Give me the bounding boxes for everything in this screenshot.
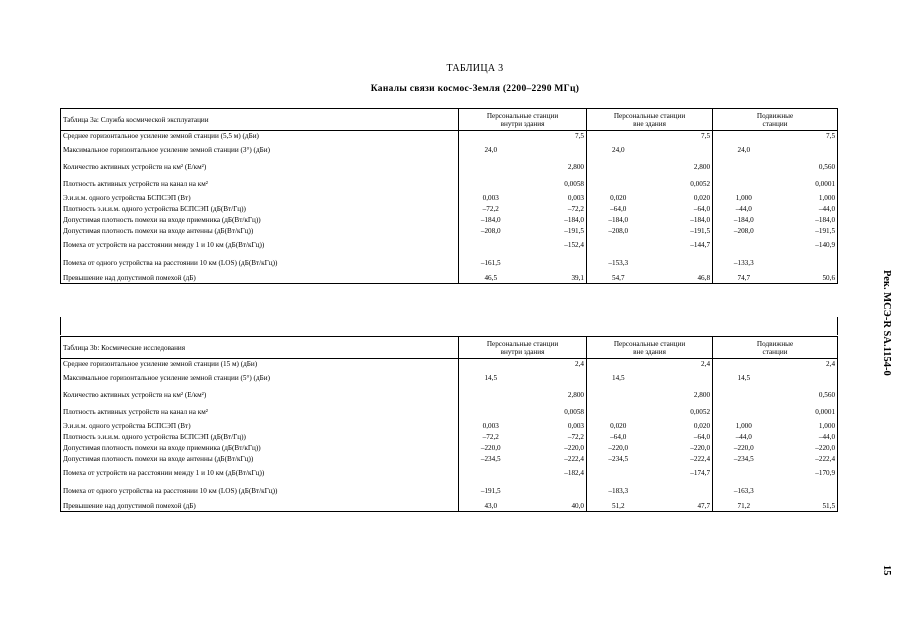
column-group-line: станции <box>762 347 788 356</box>
table-cell: 24,0 <box>737 146 751 154</box>
table-row <box>61 193 838 204</box>
table-cell <box>713 387 775 404</box>
table-cell: 47,7 <box>650 501 713 512</box>
table-cell: –184,0 <box>608 216 629 224</box>
table-cell: 74,7 <box>713 273 775 284</box>
table-title-cell: Таблица 3b: Космические исследования <box>61 337 459 359</box>
table-cell: 46,5 <box>459 273 523 284</box>
table-cell: –208,0 <box>608 227 629 235</box>
table-cell: –44,0 <box>735 433 752 441</box>
table-cell <box>775 254 838 273</box>
row-label: Допустимая плотность помехи на входе приемника (дБ(Вт/кГц)) <box>61 215 459 226</box>
table-cell: 0,003 <box>523 193 587 204</box>
table-cell: 14,5 <box>484 374 498 382</box>
table-row <box>61 482 838 501</box>
table-cell: –220,0 <box>733 444 754 452</box>
table-cell: 2,800 <box>523 387 587 404</box>
table-cell <box>523 254 587 273</box>
table-cell: –191,5 <box>480 487 501 495</box>
column-group-header <box>713 337 838 359</box>
table-cell <box>713 176 775 193</box>
table-cell: 0,003 <box>482 422 499 430</box>
table-cell: –72,2 <box>482 205 499 213</box>
table-cell: 2,800 <box>650 387 713 404</box>
table-cell <box>459 404 523 421</box>
table-cell: 0,003 <box>523 421 587 432</box>
table-cell: 40,0 <box>523 501 587 512</box>
table-cell: –208,0 <box>733 227 754 235</box>
table-row <box>61 176 838 193</box>
table-cell: –72,2 <box>482 433 499 441</box>
table-row <box>61 432 838 443</box>
table-row <box>61 142 838 159</box>
table-cell <box>713 237 775 254</box>
table-cell: 2,4 <box>775 359 838 370</box>
column-group-header <box>459 109 587 131</box>
table-cell <box>713 159 775 176</box>
table-cell: –44,0 <box>775 432 838 443</box>
row-label: Помеха от устройств на расстоянии между 1 и 10 км (дБ(Вт/кГц)) <box>61 465 459 482</box>
table-cell: 0,560 <box>775 387 838 404</box>
table-cell <box>523 142 587 159</box>
table-cell <box>523 482 587 501</box>
table-cell: 51,2 <box>587 501 650 512</box>
table-3a <box>60 108 838 284</box>
table-row <box>61 501 838 512</box>
table-cell: –44,0 <box>775 204 838 215</box>
table-gap <box>60 317 838 335</box>
table-header-row <box>61 109 838 131</box>
row-label: Помеха от одного устройства на расстоянии 10 км (LOS) (дБ(Вт/кГц)) <box>61 254 459 273</box>
row-label: Допустимая плотность помехи на входе антенны (дБ(Вт/кГц)) <box>61 226 459 237</box>
table-cell: –191,5 <box>650 226 713 237</box>
row-label: Э.и.и.м. одного устройства БСПСЭП (Вт) <box>61 421 459 432</box>
table-cell: 0,020 <box>650 421 713 432</box>
table-cell: 50,6 <box>775 273 838 284</box>
table-cell: –153,3 <box>608 259 629 267</box>
table-cell: –182,4 <box>523 465 587 482</box>
table-row <box>61 204 838 215</box>
table-cell: –220,0 <box>480 444 501 452</box>
table-row <box>61 421 838 432</box>
table-cell: –64,0 <box>610 433 627 441</box>
table-row <box>61 131 838 142</box>
table-cell: –161,5 <box>480 259 501 267</box>
table-cell <box>459 237 523 254</box>
table-cell <box>713 359 775 370</box>
column-group-line: Персональные станции <box>486 339 559 348</box>
table-cell <box>650 254 713 273</box>
table-header-row <box>61 337 838 359</box>
table-cell: –191,5 <box>523 226 587 237</box>
column-group-line: станции <box>762 119 788 128</box>
table-caption: ТАБЛИЦА 3 <box>446 63 504 74</box>
table-cell <box>587 465 650 482</box>
table-cell: –72,2 <box>523 432 587 443</box>
table-cell: –184,0 <box>733 216 754 224</box>
row-label: Помеха от одного устройства на расстоянии 10 км (LOS) (дБ(Вт/кГц)) <box>61 482 459 501</box>
row-label: Среднее горизонтальное усиление земной станции (15 м) (дБи) <box>61 359 459 370</box>
table-row <box>61 370 838 387</box>
table-row <box>61 237 838 254</box>
table-cell: 7,5 <box>775 131 838 142</box>
table-cell: –140,9 <box>775 237 838 254</box>
table-cell <box>459 359 523 370</box>
table-cell: –44,0 <box>735 205 752 213</box>
table-cell: 0,020 <box>650 193 713 204</box>
table-cell: 54,7 <box>587 273 650 284</box>
table-cell: 0,0001 <box>775 176 838 193</box>
table-row <box>61 273 838 284</box>
column-group-line: Подвижные <box>756 339 794 348</box>
table-cell: 2,800 <box>523 159 587 176</box>
table-cell: –174,7 <box>650 465 713 482</box>
row-label: Плотность э.и.и.м. одного устройства БСПСЭП (дБ(Вт/Гц)) <box>61 204 459 215</box>
row-label: Количество активных устройств на км² (Е/км²) <box>61 159 459 176</box>
table-cell: –184,0 <box>775 215 838 226</box>
column-group-line: Персональные станции <box>613 339 686 348</box>
page-number: 15 <box>881 565 892 576</box>
column-group-line: Подвижные <box>756 111 794 120</box>
table-cell: –191,5 <box>775 226 838 237</box>
row-label: Допустимая плотность помехи на входе антенны (дБ(Вт/кГц)) <box>61 454 459 465</box>
table-cell: 43,0 <box>459 501 523 512</box>
table-cell <box>775 482 838 501</box>
table-cell <box>713 131 775 142</box>
table-cell: 0,020 <box>610 194 627 202</box>
table-cell: –183,3 <box>608 487 629 495</box>
row-label: Максимальное горизонтальное усиление земной станции (3°) (дБи) <box>61 142 459 159</box>
row-label: Помеха от устройств на расстоянии между 1 и 10 км (дБ(Вт/кГц)) <box>61 237 459 254</box>
column-group-line: внутри здания <box>500 119 545 128</box>
table-cell <box>523 370 587 387</box>
table-3b <box>60 336 838 512</box>
table-cell: 2,4 <box>650 359 713 370</box>
table-cell: 1,000 <box>735 422 752 430</box>
table-cell: –170,9 <box>775 465 838 482</box>
table-cell: –133,3 <box>733 259 754 267</box>
column-group-line: Персональные станции <box>486 111 559 120</box>
table-cell <box>713 404 775 421</box>
row-label: Среднее горизонтальное усиление земной станции (5,5 м) (дБи) <box>61 131 459 142</box>
table-cell <box>587 359 650 370</box>
table-row <box>61 159 838 176</box>
table-cell: 0,003 <box>482 194 499 202</box>
table-cell <box>587 404 650 421</box>
table-cell: –220,0 <box>650 443 713 454</box>
table-cell: –234,5 <box>733 455 754 463</box>
table-cell: –72,2 <box>523 204 587 215</box>
row-label: Плотность э.и.и.м. одного устройства БСПСЭП (дБ(Вт/Гц)) <box>61 432 459 443</box>
table-cell: 0,0058 <box>523 404 587 421</box>
row-label: Э.и.и.м. одного устройства БСПСЭП (Вт) <box>61 193 459 204</box>
table-cell: –220,0 <box>608 444 629 452</box>
table-cell: 1,000 <box>775 421 838 432</box>
table-cell: 71,2 <box>713 501 775 512</box>
table-cell: 0,020 <box>610 422 627 430</box>
table-cell: –222,4 <box>523 454 587 465</box>
row-label: Максимальное горизонтальное усиление земной станции (5°) (дБи) <box>61 370 459 387</box>
row-label: Превышение над допустимой помехой (дБ) <box>61 501 459 512</box>
table-cell <box>775 370 838 387</box>
table-row <box>61 404 838 421</box>
table-cell: 24,0 <box>611 146 625 154</box>
table-cell: –234,5 <box>480 455 501 463</box>
row-label: Превышение над допустимой помехой (дБ) <box>61 273 459 284</box>
column-group-line: внутри здания <box>500 347 545 356</box>
column-group-header <box>713 109 838 131</box>
table-cell: 2,800 <box>650 159 713 176</box>
column-group-line: вне здания <box>633 119 666 128</box>
table-cell: 14,5 <box>611 374 625 382</box>
table-cell <box>459 387 523 404</box>
table-cell: 0,0001 <box>775 404 838 421</box>
table-title: Каналы связи космос-Земля (2200–2290 МГц) <box>370 84 580 94</box>
table-cell: 46,8 <box>650 273 713 284</box>
table-cell: –220,0 <box>523 443 587 454</box>
table-row <box>61 215 838 226</box>
table-cell <box>587 159 650 176</box>
column-group-header <box>459 337 587 359</box>
column-group-line: вне здания <box>633 347 666 356</box>
table-row <box>61 254 838 273</box>
row-label: Плотность активных устройств на канал на км² <box>61 404 459 421</box>
table-title-cell: Таблица 3a: Служба космической эксплуатации <box>61 109 459 131</box>
table-cell: 0,560 <box>775 159 838 176</box>
table-cell <box>650 370 713 387</box>
table-cell: 0,0052 <box>650 176 713 193</box>
row-label: Плотность активных устройств на канал на км² <box>61 176 459 193</box>
table-cell: 1,000 <box>775 193 838 204</box>
table-cell: 2,4 <box>523 359 587 370</box>
table-cell: 0,0058 <box>523 176 587 193</box>
table-row <box>61 465 838 482</box>
table-row <box>61 359 838 370</box>
table-cell <box>459 159 523 176</box>
table-cell: 1,000 <box>735 194 752 202</box>
table-cell: –234,5 <box>608 455 629 463</box>
table-row <box>61 454 838 465</box>
column-group-header <box>587 109 713 131</box>
table-cell <box>459 131 523 142</box>
table-cell: –184,0 <box>523 215 587 226</box>
table-cell: –144,7 <box>650 237 713 254</box>
table-row <box>61 387 838 404</box>
table-cell: –222,4 <box>775 454 838 465</box>
table-cell: 14,5 <box>737 374 751 382</box>
table-cell: –184,0 <box>480 216 501 224</box>
row-label: Допустимая плотность помехи на входе приемника (дБ(Вт/кГц)) <box>61 443 459 454</box>
table-cell <box>650 482 713 501</box>
table-row <box>61 226 838 237</box>
table-cell <box>459 176 523 193</box>
table-cell: –64,0 <box>650 432 713 443</box>
table-cell: 7,5 <box>650 131 713 142</box>
table-cell: –152,4 <box>523 237 587 254</box>
table-cell <box>587 387 650 404</box>
table-cell: 0,0052 <box>650 404 713 421</box>
table-cell: 39,1 <box>523 273 587 284</box>
table-cell <box>587 237 650 254</box>
table-cell <box>713 465 775 482</box>
table-cell: –64,0 <box>650 204 713 215</box>
table-cell: –184,0 <box>650 215 713 226</box>
table-cell <box>650 142 713 159</box>
table-cell <box>459 465 523 482</box>
table-cell: –163,3 <box>733 487 754 495</box>
table-cell <box>587 131 650 142</box>
recommendation-title: Рек. МСЭ-R SA.1154-0 <box>881 270 892 376</box>
table-cell: –220,0 <box>775 443 838 454</box>
table-cell <box>587 176 650 193</box>
row-label: Количество активных устройств на км² (Е/км²) <box>61 387 459 404</box>
table-cell: 7,5 <box>523 131 587 142</box>
table-cell: 51,5 <box>775 501 838 512</box>
table-cell <box>775 142 838 159</box>
table-cell: 24,0 <box>484 146 498 154</box>
table-row <box>61 443 838 454</box>
table-cell: –208,0 <box>480 227 501 235</box>
column-group-line: Персональные станции <box>613 111 686 120</box>
column-group-header <box>587 337 713 359</box>
table-cell: –64,0 <box>610 205 627 213</box>
table-cell: –222,4 <box>650 454 713 465</box>
